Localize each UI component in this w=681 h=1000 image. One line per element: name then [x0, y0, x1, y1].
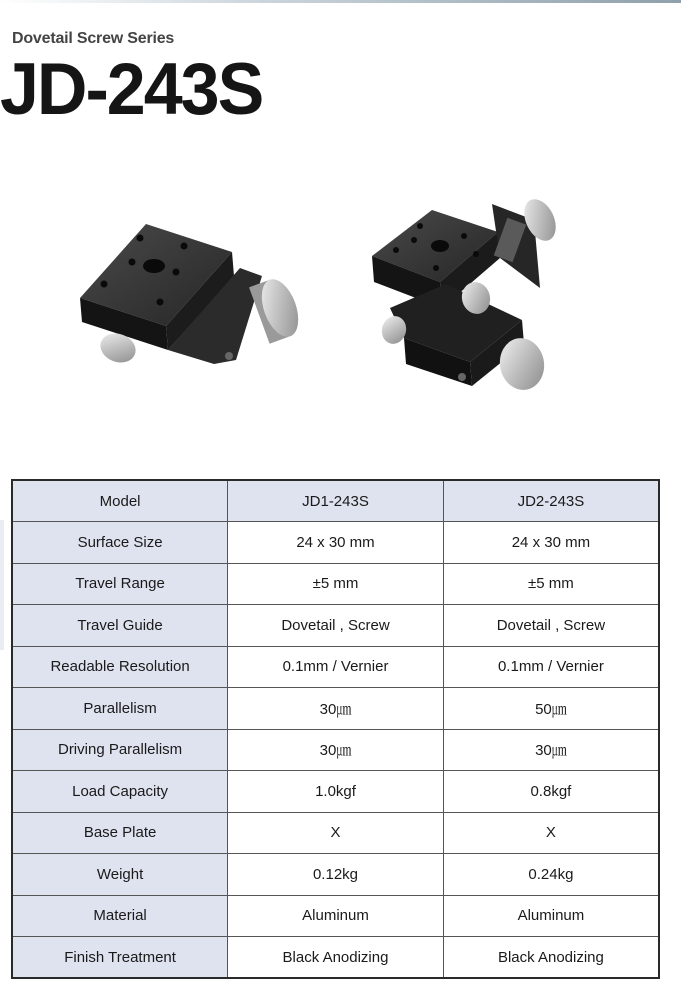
header-cell: JD2-243S: [443, 480, 659, 522]
jd2-value: 0.1mm / Vernier: [443, 646, 659, 688]
jd1-value: 0.12kg: [228, 854, 444, 896]
row-label: Travel Guide: [12, 605, 228, 647]
series-title: Dovetail Screw Series: [12, 30, 175, 47]
row-label: Surface Size: [12, 522, 228, 564]
row-label: Weight: [12, 854, 228, 896]
product-photos: [0, 180, 681, 410]
table-row: [12, 854, 659, 896]
jd1-value: Dovetail , Screw: [228, 605, 444, 647]
table-row: [12, 812, 659, 854]
jd2-value: Dovetail , Screw: [443, 605, 659, 647]
table-row: [12, 688, 659, 730]
jd1-value: Black Anodizing: [228, 937, 444, 979]
table-row: [12, 771, 659, 813]
row-label: Material: [12, 895, 228, 937]
specification-table: [11, 479, 660, 979]
jd1-value: 0.1mm / Vernier: [228, 646, 444, 688]
jd2-value: 50㎛: [443, 688, 659, 730]
table-header-row: [12, 480, 659, 522]
row-label: Finish Treatment: [12, 937, 228, 979]
table-row: [12, 522, 659, 564]
jd2-value: X: [443, 812, 659, 854]
row-label: Load Capacity: [12, 771, 228, 813]
row-label: Parallelism: [12, 688, 228, 730]
row-label: Driving Parallelism: [12, 729, 228, 771]
jd1-value: 30㎛: [228, 729, 444, 771]
jd2-value: 0.8kgf: [443, 771, 659, 813]
jd2-value: 24 x 30 mm: [443, 522, 659, 564]
table-row: [12, 729, 659, 771]
jd2-stage-image: [372, 194, 562, 393]
model-title: JD-243S: [0, 47, 263, 130]
jd2-value: Black Anodizing: [443, 937, 659, 979]
top-divider: [0, 0, 681, 3]
header-cell: Model: [12, 480, 228, 522]
table-row: [12, 563, 659, 605]
jd2-value: Aluminum: [443, 895, 659, 937]
row-label: Base Plate: [12, 812, 228, 854]
row-label: Travel Range: [12, 563, 228, 605]
table-row: [12, 646, 659, 688]
jd1-value: ±5 mm: [228, 563, 444, 605]
header-cell: JD1-243S: [228, 480, 444, 522]
table-row: [12, 895, 659, 937]
jd2-value: ±5 mm: [443, 563, 659, 605]
jd1-value: 1.0kgf: [228, 771, 444, 813]
jd1-stage-image: [80, 224, 305, 367]
product-illustration: [0, 180, 681, 410]
jd1-value: 24 x 30 mm: [228, 522, 444, 564]
table-row: [12, 605, 659, 647]
table-row: [12, 937, 659, 979]
jd1-value: X: [228, 812, 444, 854]
row-label: Readable Resolution: [12, 646, 228, 688]
jd1-value: 30㎛: [228, 688, 444, 730]
jd1-value: Aluminum: [228, 895, 444, 937]
jd2-value: 30㎛: [443, 729, 659, 771]
jd2-value: 0.24kg: [443, 854, 659, 896]
page-edge-shade: [0, 520, 4, 650]
